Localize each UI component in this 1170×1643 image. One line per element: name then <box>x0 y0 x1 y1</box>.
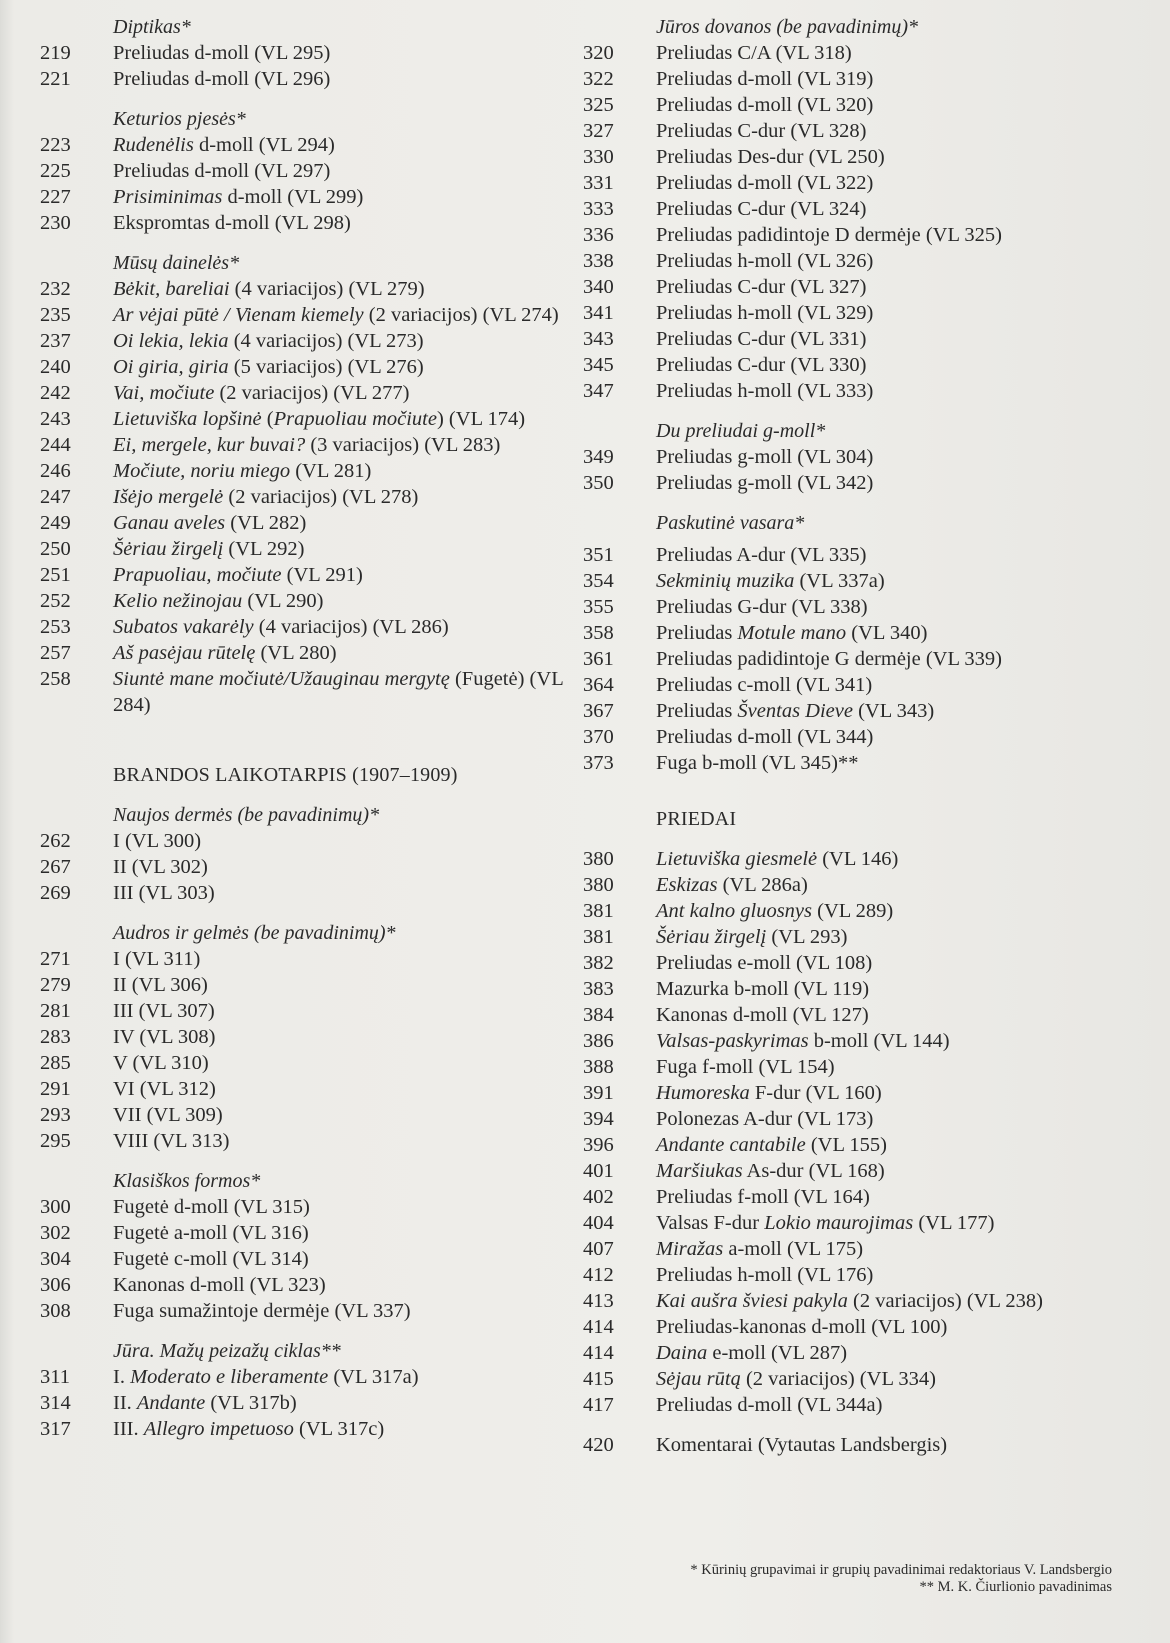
entry-title: Eskizas (VL 286a) <box>656 874 808 896</box>
page-number: 407 <box>583 1238 614 1260</box>
entry-title: Preliudas C/A (VL 318) <box>656 42 852 64</box>
entry-title: Preliudas C-dur (VL 327) <box>656 276 867 298</box>
page-number: 364 <box>583 674 614 696</box>
page-number: 251 <box>40 564 71 586</box>
toc-entry <box>40 1272 580 1298</box>
page-number: 341 <box>583 302 614 324</box>
page-number: 420 <box>583 1434 614 1456</box>
entry-title: Preliudas g-moll (VL 342) <box>656 472 874 494</box>
entry-title: I (VL 300) <box>113 830 202 852</box>
toc-entry <box>40 1102 580 1128</box>
toc-entry <box>40 536 580 562</box>
page-number: 295 <box>40 1130 71 1152</box>
page-number: 327 <box>583 120 614 142</box>
toc-entry <box>583 274 1143 300</box>
toc-entry <box>583 40 1143 66</box>
page-number: 367 <box>583 700 614 722</box>
toc-entry <box>40 380 580 406</box>
toc-entry <box>583 950 1143 976</box>
entry-title: Komentarai (Vytautas Landsbergis) <box>656 1434 948 1456</box>
page-number: 388 <box>583 1056 614 1078</box>
toc-entry <box>583 1288 1143 1314</box>
page-number: 373 <box>583 752 614 774</box>
page-number: 244 <box>40 434 71 456</box>
page-number: 253 <box>40 616 71 638</box>
toc-entry <box>40 666 580 718</box>
entry-title: VII (VL 309) <box>113 1104 223 1126</box>
toc-entry <box>40 1246 580 1272</box>
entry-title: Preliudas h-moll (VL 329) <box>656 302 874 324</box>
entry-title: I (VL 311) <box>113 948 201 970</box>
page-number: 269 <box>40 882 71 904</box>
page-number: 355 <box>583 596 614 618</box>
page-number: 394 <box>583 1108 614 1130</box>
page-number: 249 <box>40 512 71 534</box>
page-number: 246 <box>40 460 71 482</box>
page-number: 386 <box>583 1030 614 1052</box>
entry-title: Ekspromtas d-moll (VL 298) <box>113 212 351 234</box>
group-title: Audros ir gelmės (be pavadinimų)* <box>113 922 396 944</box>
entry-title: III (VL 307) <box>113 1000 215 1022</box>
toc-entry <box>583 1184 1143 1210</box>
toc-entry <box>583 1262 1143 1288</box>
entry-title: Preliudas C-dur (VL 330) <box>656 354 867 376</box>
page-number: 340 <box>583 276 614 298</box>
toc-entry <box>583 672 1143 698</box>
toc-entry <box>40 588 580 614</box>
section-heading: PRIEDAI <box>656 808 737 830</box>
entry-title: Šėriau žirgelį (VL 292) <box>113 538 305 560</box>
entry-title: Fugetė d-moll (VL 315) <box>113 1196 310 1218</box>
toc-entry <box>40 1128 580 1154</box>
toc-entry <box>583 170 1143 196</box>
toc-entry <box>583 872 1143 898</box>
toc-entry <box>40 828 580 854</box>
entry-title: Fugetė a-moll (VL 316) <box>113 1222 309 1244</box>
toc-entry <box>583 66 1143 92</box>
group-title: Naujos dermės (be pavadinimų)* <box>113 804 380 826</box>
toc-entry <box>40 406 580 432</box>
entry-title: Oi lekia, lekia (4 variacijos) (VL 273) <box>113 330 424 352</box>
page-number: 225 <box>40 160 71 182</box>
page-number: 227 <box>40 186 71 208</box>
page-number: 383 <box>583 978 614 1000</box>
group-title: Keturios pjesės* <box>113 108 246 130</box>
entry-title: Polonezas A-dur (VL 173) <box>656 1108 874 1130</box>
page-number: 304 <box>40 1248 71 1270</box>
page-number: 311 <box>40 1366 70 1388</box>
page-number: 240 <box>40 356 71 378</box>
page-number: 361 <box>583 648 614 670</box>
entry-title: Sėjau rūtą (2 variacijos) (VL 334) <box>656 1368 936 1390</box>
entry-title: I. Moderato e liberamente (VL 317a) <box>113 1366 419 1388</box>
entry-title: Mazurka b-moll (VL 119) <box>656 978 870 1000</box>
page-number: 320 <box>583 42 614 64</box>
page-number: 237 <box>40 330 71 352</box>
toc-entry <box>583 750 1143 776</box>
entry-title: Oi giria, giria (5 variacijos) (VL 276) <box>113 356 424 378</box>
page-number: 413 <box>583 1290 614 1312</box>
toc-entry <box>40 458 580 484</box>
toc-entry <box>40 614 580 640</box>
entry-title: Preliudas A-dur (VL 335) <box>656 544 867 566</box>
page-number: 343 <box>583 328 614 350</box>
entry-title: III (VL 303) <box>113 882 215 904</box>
page-number: 230 <box>40 212 71 234</box>
entry-title: Šėriau žirgelį (VL 293) <box>656 926 848 948</box>
page-number: 271 <box>40 948 71 970</box>
footnote: * Kūrinių grupavimai ir grupių pavadinimai redaktoriaus V. Landsbergio <box>690 1562 1112 1578</box>
page-number: 347 <box>583 380 614 402</box>
entry-title: Ganau aveles (VL 282) <box>113 512 307 534</box>
entry-title: VIII (VL 313) <box>113 1130 230 1152</box>
entry-title: Preliudas e-moll (VL 108) <box>656 952 873 974</box>
entry-title: Išėjo mergelė (2 variacijos) (VL 278) <box>113 486 419 508</box>
toc-entry <box>40 184 580 210</box>
page-number: 333 <box>583 198 614 220</box>
entry-title: Aš pasėjau rūtelę (VL 280) <box>113 642 337 664</box>
page-number: 415 <box>583 1368 614 1390</box>
toc-entry <box>40 854 580 880</box>
entry-title: Ar vėjai pūtė / Vienam kiemely (2 variacijos) (VL 274) <box>113 304 559 326</box>
toc-entry <box>40 276 580 302</box>
page-number: 404 <box>583 1212 614 1234</box>
entry-title: Fuga f-moll (VL 154) <box>656 1056 835 1078</box>
page-number: 354 <box>583 570 614 592</box>
entry-title: Subatos vakarėly (4 variacijos) (VL 286) <box>113 616 449 638</box>
entry-title: Prisiminimas d-moll (VL 299) <box>113 186 364 208</box>
entry-title: Kelio nežinojau (VL 290) <box>113 590 324 612</box>
entry-title: Preliudas-kanonas d-moll (VL 100) <box>656 1316 948 1338</box>
entry-title: Preliudas c-moll (VL 341) <box>656 674 873 696</box>
toc-entry <box>583 698 1143 724</box>
toc-entry <box>583 300 1143 326</box>
page-number: 382 <box>583 952 614 974</box>
entry-title: Preliudas Šventas Dieve (VL 343) <box>656 700 935 722</box>
toc-entry <box>40 640 580 666</box>
toc-entry <box>583 1054 1143 1080</box>
entry-title: Sekminių muzika (VL 337a) <box>656 570 885 592</box>
entry-title: Preliudas h-moll (VL 326) <box>656 250 874 272</box>
page-number: 314 <box>40 1392 71 1414</box>
toc-entry <box>40 998 580 1024</box>
entry-title: Preliudas d-moll (VL 344) <box>656 726 874 748</box>
toc-entry <box>583 1210 1143 1236</box>
entry-title: Preliudas d-moll (VL 322) <box>656 172 874 194</box>
toc-entry <box>40 484 580 510</box>
page-number: 330 <box>583 146 614 168</box>
entry-title: Ei, mergele, kur buvai? (3 variacijos) (VL 283) <box>113 434 501 456</box>
toc-entry <box>583 1028 1143 1054</box>
toc-entry-comments <box>583 1432 1143 1458</box>
toc-entry <box>583 1002 1143 1028</box>
toc-entry <box>583 222 1143 248</box>
page-number: 401 <box>583 1160 614 1182</box>
page-number: 285 <box>40 1052 71 1074</box>
entry-title: Preliudas padidintoje D dermėje (VL 325) <box>656 224 1002 246</box>
entry-title: Preliudas C-dur (VL 328) <box>656 120 867 142</box>
entry-title: Vai, močiute (2 variacijos) (VL 277) <box>113 382 410 404</box>
toc-entry <box>40 562 580 588</box>
right-column <box>583 14 1143 1458</box>
entry-title: II (VL 302) <box>113 856 208 878</box>
left-column <box>40 14 580 1442</box>
group-title: Jūros dovanos (be pavadinimų)* <box>656 16 918 38</box>
toc-entry <box>40 1194 580 1220</box>
toc-entry <box>40 354 580 380</box>
page-number: 338 <box>583 250 614 272</box>
toc-entry <box>583 568 1143 594</box>
entry-title: Preliudas d-moll (VL 296) <box>113 68 331 90</box>
entry-title: Lietuviška lopšinė (Prapuoliau močiute) (VL 174) <box>113 408 526 430</box>
footnote: ** M. K. Čiurlionio pavadinimas <box>919 1579 1112 1595</box>
entry-title: Preliudas C-dur (VL 331) <box>656 328 867 350</box>
entry-title: Lietuviška giesmelė (VL 146) <box>656 848 899 870</box>
page-number: 306 <box>40 1274 71 1296</box>
entry-title: Valsas F-dur Lokio maurojimas (VL 177) <box>656 1212 995 1234</box>
toc-entry <box>583 326 1143 352</box>
page-number: 412 <box>583 1264 614 1286</box>
entry-title: Preliudas h-moll (VL 176) <box>656 1264 874 1286</box>
toc-entry <box>40 1024 580 1050</box>
page-number: 232 <box>40 278 71 300</box>
toc-entry <box>583 196 1143 222</box>
toc-entry <box>583 1080 1143 1106</box>
page-number: 221 <box>40 68 71 90</box>
page-number: 331 <box>583 172 614 194</box>
page-number: 381 <box>583 900 614 922</box>
entry-title: Preliudas f-moll (VL 164) <box>656 1186 870 1208</box>
toc-entry <box>583 924 1143 950</box>
group-title: Klasiškos formos* <box>113 1170 261 1192</box>
toc-entry <box>40 510 580 536</box>
toc-entry <box>583 1236 1143 1262</box>
toc-entry <box>583 976 1143 1002</box>
entry-title: II (VL 306) <box>113 974 208 996</box>
toc-entry <box>40 1416 580 1442</box>
toc-entry <box>40 210 580 236</box>
entry-title: Preliudas d-moll (VL 295) <box>113 42 331 64</box>
group-title: Paskutinė vasara* <box>656 512 805 534</box>
toc-entry <box>583 1366 1143 1392</box>
entry-title: Fuga sumažintoje dermėje (VL 337) <box>113 1300 411 1322</box>
toc-entry <box>583 144 1143 170</box>
toc-entry <box>40 132 580 158</box>
entry-title: Preliudas d-moll (VL 320) <box>656 94 874 116</box>
entry-title: Preliudas Motule mano (VL 340) <box>656 622 928 644</box>
entry-title: Preliudas d-moll (VL 319) <box>656 68 874 90</box>
toc-entry <box>583 620 1143 646</box>
entry-title: Valsas-paskyrimas b-moll (VL 144) <box>656 1030 950 1052</box>
toc-entry <box>583 378 1143 404</box>
toc-entry <box>40 1050 580 1076</box>
entry-title: III. Allegro impetuoso (VL 317c) <box>113 1418 385 1440</box>
page-number: 325 <box>583 94 614 116</box>
entry-title: VI (VL 312) <box>113 1078 216 1100</box>
toc-entry <box>583 118 1143 144</box>
entry-title: Preliudas Des-dur (VL 250) <box>656 146 885 168</box>
page-number: 279 <box>40 974 71 996</box>
toc-entry <box>40 302 580 328</box>
toc-entry <box>583 646 1143 672</box>
entry-title: Fuga b-moll (VL 345)** <box>656 752 859 774</box>
entry-title: Preliudas C-dur (VL 324) <box>656 198 867 220</box>
page-number: 414 <box>583 1342 614 1364</box>
group-title: Mūsų dainelės* <box>113 252 240 274</box>
footnotes <box>690 1562 1112 1596</box>
page-number: 242 <box>40 382 71 404</box>
group-title: Diptikas* <box>113 16 191 38</box>
section-heading: BRANDOS LAIKOTARPIS (1907–1909) <box>113 764 458 786</box>
toc-entry <box>40 880 580 906</box>
toc-entry <box>583 898 1143 924</box>
entry-title: Preliudas padidintoje G dermėje (VL 339) <box>656 648 1002 670</box>
page-number: 317 <box>40 1418 71 1440</box>
page-number: 414 <box>583 1316 614 1338</box>
toc-entry <box>40 1298 580 1324</box>
page-number: 293 <box>40 1104 71 1126</box>
page-number: 262 <box>40 830 71 852</box>
page-number: 350 <box>583 472 614 494</box>
entry-title: V (VL 310) <box>113 1052 209 1074</box>
toc-entry <box>40 432 580 458</box>
page-number: 281 <box>40 1000 71 1022</box>
entry-title: Fugetė c-moll (VL 314) <box>113 1248 309 1270</box>
group-title: Du preliudai g-moll* <box>656 420 826 442</box>
entry-title: Preliudas h-moll (VL 333) <box>656 380 874 402</box>
toc-entry <box>40 1390 580 1416</box>
toc-entry <box>40 1220 580 1246</box>
entry-title: Miražas a-moll (VL 175) <box>656 1238 864 1260</box>
entry-title: Ant kalno gluosnys (VL 289) <box>656 900 894 922</box>
toc-entry <box>40 40 580 66</box>
page-number: 219 <box>40 42 71 64</box>
page-number: 396 <box>583 1134 614 1156</box>
page-number: 291 <box>40 1078 71 1100</box>
entry-title: Rudenėlis d-moll (VL 294) <box>113 134 335 156</box>
entry-title: Preliudas d-moll (VL 297) <box>113 160 331 182</box>
entry-title: IV (VL 308) <box>113 1026 216 1048</box>
page-number: 300 <box>40 1196 71 1218</box>
entry-title: Kanonas d-moll (VL 323) <box>113 1274 326 1296</box>
page-number: 308 <box>40 1300 71 1322</box>
entry-title: Prapuoliau, močiute (VL 291) <box>113 564 363 586</box>
entry-title: Kanonas d-moll (VL 127) <box>656 1004 869 1026</box>
toc-entry <box>40 1076 580 1102</box>
page-number: 358 <box>583 622 614 644</box>
toc-entry <box>583 1392 1143 1418</box>
page-number: 380 <box>583 874 614 896</box>
toc-entry <box>583 846 1143 872</box>
page-number: 370 <box>583 726 614 748</box>
page-number: 302 <box>40 1222 71 1244</box>
entry-title: Siuntė mane močiutė/Užauginau mergytę (Fugetė) (VL 284) <box>113 668 563 716</box>
toc-entry <box>583 594 1143 620</box>
toc-entry <box>583 542 1143 568</box>
toc-entry <box>583 1158 1143 1184</box>
group-title: Jūra. Mažų peizažų ciklas** <box>113 1340 341 1362</box>
page-number: 380 <box>583 848 614 870</box>
page-number: 402 <box>583 1186 614 1208</box>
page-number: 381 <box>583 926 614 948</box>
entry-title: II. Andante (VL 317b) <box>113 1392 297 1414</box>
entry-title: Humoreska F-dur (VL 160) <box>656 1082 882 1104</box>
toc-entry <box>40 158 580 184</box>
entry-title: Preliudas G-dur (VL 338) <box>656 596 868 618</box>
page-number: 267 <box>40 856 71 878</box>
page-number: 322 <box>583 68 614 90</box>
toc-entry <box>583 1106 1143 1132</box>
page-number: 283 <box>40 1026 71 1048</box>
page-number: 247 <box>40 486 71 508</box>
page-number: 243 <box>40 408 71 430</box>
toc-entry <box>40 328 580 354</box>
page-number: 391 <box>583 1082 614 1104</box>
entry-title: Maršiukas As-dur (VL 168) <box>656 1160 885 1182</box>
page-number: 417 <box>583 1394 614 1416</box>
entry-title: Preliudas g-moll (VL 304) <box>656 446 874 468</box>
entry-title: Močiute, noriu miego (VL 281) <box>113 460 372 482</box>
toc-entry <box>583 1132 1143 1158</box>
page-number: 345 <box>583 354 614 376</box>
entry-title: Andante cantabile (VL 155) <box>656 1134 887 1156</box>
entry-title: Daina e-moll (VL 287) <box>656 1342 848 1364</box>
toc-entry <box>40 66 580 92</box>
entry-title: Preliudas d-moll (VL 344a) <box>656 1394 883 1416</box>
toc-entry <box>583 1314 1143 1340</box>
toc-entry <box>40 972 580 998</box>
entry-title: Kai aušra šviesi pakyla (2 variacijos) (VL 238) <box>656 1290 1043 1312</box>
toc-entry <box>583 470 1143 496</box>
toc-entry <box>583 724 1143 750</box>
page-number: 235 <box>40 304 71 326</box>
toc-entry <box>583 248 1143 274</box>
page-number: 351 <box>583 544 614 566</box>
toc-entry <box>583 352 1143 378</box>
entry-title: Bėkit, bareliai (4 variacijos) (VL 279) <box>113 278 425 300</box>
page-number: 258 <box>40 668 71 690</box>
page-number: 257 <box>40 642 71 664</box>
toc-entry <box>583 444 1143 470</box>
toc-entry <box>40 1364 580 1390</box>
page-number: 252 <box>40 590 71 612</box>
toc-entry <box>583 92 1143 118</box>
page-number: 349 <box>583 446 614 468</box>
page-number: 336 <box>583 224 614 246</box>
page-number: 250 <box>40 538 71 560</box>
page-number: 223 <box>40 134 71 156</box>
page-number: 384 <box>583 1004 614 1026</box>
toc-entry <box>583 1340 1143 1366</box>
toc-entry <box>40 946 580 972</box>
